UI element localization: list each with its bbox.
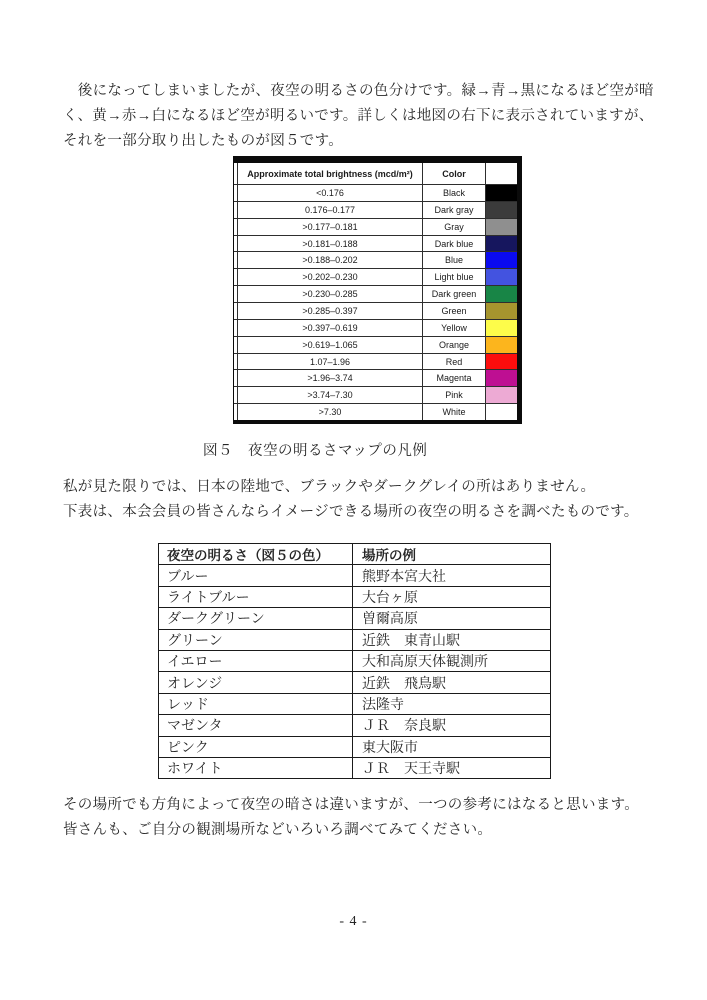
location-table-row [159, 758, 550, 778]
legend-color-header: Color [422, 163, 485, 184]
location-brightness-cell: マゼンタ [159, 715, 353, 735]
legend-row [234, 236, 517, 253]
closing-paragraph [63, 793, 655, 843]
location-brightness-cell: ライトブルー [159, 587, 353, 607]
legend-color-swatch [485, 404, 517, 420]
location-place-cell: 大和高原天体観測所 [362, 655, 488, 671]
legend-color-swatch [485, 320, 517, 336]
middle-line-1: 私が見た限りでは、日本の陸地で、ブラックやダークグレイの所はありません。 [63, 479, 596, 495]
legend-color-swatch [485, 252, 517, 268]
legend-color-swatch [485, 387, 517, 403]
location-table-row [159, 651, 550, 672]
location-brightness-cell: ダークグリーン [159, 608, 353, 628]
legend-row [234, 269, 517, 286]
legend-brightness-header: Approximate total brightness (mcd/m²) [247, 168, 413, 179]
location-brightness-cell: ピンク [159, 737, 353, 757]
legend-color-name: Black [422, 185, 485, 201]
legend-color-swatch [485, 185, 517, 201]
location-place-cell: 熊野本宮大社 [362, 569, 446, 585]
location-table-row [159, 608, 550, 629]
legend-header-row [234, 163, 517, 185]
location-brightness-header: 夜空の明るさ（図５の色） [159, 544, 353, 564]
legend-color-name: Magenta [422, 370, 485, 386]
legend-color-name: Orange [422, 337, 485, 353]
legend-color-swatch [485, 286, 517, 302]
location-table-row [159, 715, 550, 736]
legend-table-body [234, 185, 517, 420]
legend-row [234, 370, 517, 387]
closing-line-1: その場所でも方角によって夜空の暗さは違いますが、一つの参考にはなると思います。 [63, 797, 640, 813]
location-table-body [159, 565, 550, 778]
intro-line-1: 後になってしまいましたが、夜空の明るさの色分けです。緑→青→黒になるほど空が暗 [63, 83, 654, 99]
location-table-row [159, 672, 550, 693]
location-table-row [159, 737, 550, 758]
legend-brightness-value: >3.74–7.30 [307, 390, 353, 401]
legend-row [234, 252, 517, 269]
legend-brightness-value: 1.07–1.96 [309, 356, 351, 367]
legend-brightness-value: >0.188–0.202 [302, 255, 358, 266]
middle-line-2: 下表は、本会会員の皆さんならイメージできる場所の夜空の明るさを調べたものです。 [63, 504, 639, 520]
legend-color-name: Dark blue [422, 236, 485, 252]
closing-line-2: 皆さんも、ご自分の観測場所などいろいろ調べてみてください。 [63, 822, 493, 838]
legend-color-name: Dark gray [422, 202, 485, 218]
legend-brightness-value: >0.285–0.397 [302, 305, 358, 316]
legend-brightness-value: <0.176 [316, 187, 344, 198]
legend-color-name: Blue [422, 252, 485, 268]
location-table-row [159, 565, 550, 586]
legend-row [234, 185, 517, 202]
legend-color-name: Light blue [422, 269, 485, 285]
location-place-cell: 東大阪市 [362, 740, 418, 756]
location-place-cell: 近鉄 東青山駅 [362, 633, 460, 649]
location-place-cell: 曽爾高原 [362, 612, 418, 628]
legend-row [234, 286, 517, 303]
location-place-cell: 法隆寺 [362, 697, 404, 713]
legend-table [234, 163, 517, 420]
location-brightness-cell: レッド [159, 694, 353, 714]
location-place-cell: 大台ヶ原 [362, 590, 418, 606]
legend-color-name: Yellow [422, 320, 485, 336]
location-brightness-cell: オレンジ [159, 672, 353, 692]
legend-swatch-header [485, 163, 517, 184]
legend-color-swatch [485, 202, 517, 218]
legend-row [234, 219, 517, 236]
location-brightness-cell: グリーン [159, 630, 353, 650]
location-brightness-cell: ブルー [159, 565, 353, 585]
legend-color-name: Gray [422, 219, 485, 235]
legend-row [234, 320, 517, 337]
legend-brightness-value: >0.619–1.065 [302, 339, 358, 350]
page-number: - 4 - [339, 914, 368, 929]
legend-color-swatch [485, 303, 517, 319]
legend-brightness-value: 0.176–0.177 [304, 204, 356, 215]
legend-brightness-value: >0.397–0.619 [302, 322, 358, 333]
legend-color-name: Green [422, 303, 485, 319]
legend-row [234, 404, 517, 420]
legend-color-name: Red [422, 354, 485, 370]
legend-color-swatch [485, 269, 517, 285]
legend-color-swatch [485, 337, 517, 353]
location-brightness-cell: ホワイト [159, 758, 353, 778]
location-place-cell: 近鉄 飛鳥駅 [362, 676, 446, 692]
legend-color-swatch [485, 354, 517, 370]
location-table-row [159, 630, 550, 651]
legend-row [234, 337, 517, 354]
legend-brightness-value: >0.202–0.230 [302, 272, 358, 283]
location-table-row [159, 694, 550, 715]
legend-row [234, 354, 517, 371]
location-table-row [159, 587, 550, 608]
location-place-cell: ＪＲ 天王寺駅 [362, 762, 460, 778]
legend-brightness-value: >0.181–0.188 [302, 238, 358, 249]
legend-color-swatch [485, 370, 517, 386]
location-place-cell: ＪＲ 奈良駅 [362, 719, 446, 735]
legend-brightness-value: >1.96–3.74 [307, 373, 353, 384]
legend-row [234, 303, 517, 320]
legend-color-name: White [422, 404, 485, 420]
location-place-header: 場所の例 [362, 548, 416, 564]
intro-line-3: それを一部分取り出したものが図５です。 [63, 133, 344, 149]
legend-brightness-value: >0.230–0.285 [302, 289, 358, 300]
location-table-header-row [159, 544, 550, 565]
legend-brightness-value: >7.30 [318, 407, 342, 418]
intro-paragraph [63, 79, 655, 154]
figure-caption: 図５ 夜空の明るさマップの凡例 [203, 443, 428, 459]
legend-color-name: Pink [422, 387, 485, 403]
middle-paragraph [63, 475, 655, 525]
legend-row [234, 387, 517, 404]
legend-color-name: Dark green [422, 286, 485, 302]
legend-color-swatch [485, 236, 517, 252]
legend-row [234, 202, 517, 219]
intro-line-2: く、黄→赤→白になるほど空が明るいです。詳しくは地図の右下に表示されていますが、 [63, 108, 654, 124]
legend-figure-image [233, 156, 522, 424]
location-brightness-cell: イエロー [159, 651, 353, 671]
legend-brightness-value: >0.177–0.181 [302, 221, 358, 232]
location-table [158, 543, 551, 779]
legend-color-swatch [485, 219, 517, 235]
